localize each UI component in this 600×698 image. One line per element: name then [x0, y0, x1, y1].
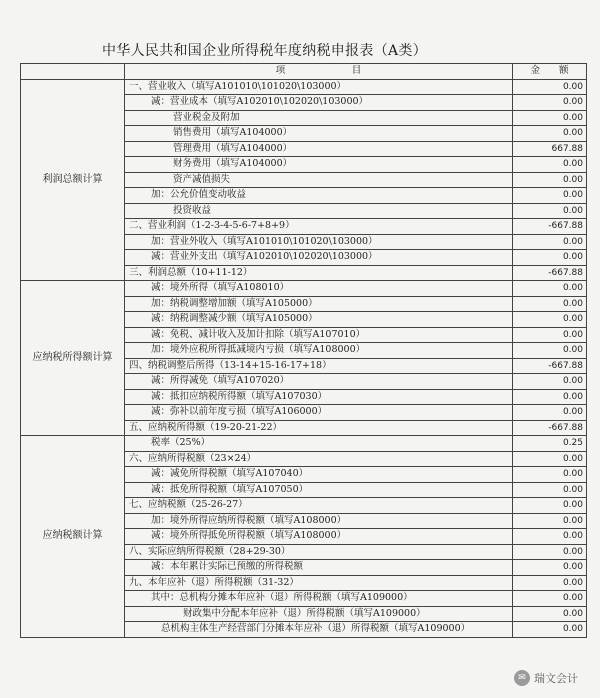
row-amount: 0.00	[513, 467, 587, 483]
row-amount: 0.00	[513, 157, 587, 173]
row-amount: 0.00	[513, 188, 587, 204]
row-label: 减：本年累计实际已预缴的所得税额	[125, 560, 513, 576]
row-amount: 0.00	[513, 234, 587, 250]
row-label: 减：抵免所得税额（填写A107050）	[125, 482, 513, 498]
row-amount: 0.00	[513, 110, 587, 126]
row-amount: 0.25	[513, 436, 587, 452]
row-label: 五、应纳税所得额（19-20-21-22）	[125, 420, 513, 436]
row-amount: 667.88	[513, 141, 587, 157]
row-amount: 0.00	[513, 250, 587, 266]
row-label: 财务费用（填写A104000）	[125, 157, 513, 173]
form-title: 中华人民共和国企业所得税年度纳税申报表（A类）	[102, 43, 428, 59]
row-label: 八、实际应纳所得税额（28+29-30）	[125, 544, 513, 560]
row-label: 加：纳税调整增加额（填写A105000）	[125, 296, 513, 312]
row-label: 营业税金及附加	[125, 110, 513, 126]
row-amount: 0.00	[513, 281, 587, 297]
table-row	[21, 436, 587, 452]
row-amount: 0.00	[513, 389, 587, 405]
row-label: 减：营业外支出（填写A102010\102020\103000）	[125, 250, 513, 266]
watermark	[514, 670, 578, 686]
row-label: 投资收益	[125, 203, 513, 219]
row-amount: 0.00	[513, 606, 587, 622]
row-label: 其中：总机构分摊本年应补（退）所得税额（填写A109000）	[125, 591, 513, 607]
row-label: 总机构主体生产经营部门分摊本年应补（退）所得税额（填写A109000）	[125, 622, 513, 638]
table-row	[21, 281, 587, 297]
row-label: 一、营业收入（填写A101010\101020\103000）	[125, 79, 513, 95]
row-label: 销售费用（填写A104000）	[125, 126, 513, 142]
row-label: 加：公允价值变动收益	[125, 188, 513, 204]
row-label: 三、利润总额（10+11-12）	[125, 265, 513, 281]
row-label: 管理费用（填写A104000）	[125, 141, 513, 157]
row-amount: 0.00	[513, 560, 587, 576]
table-row	[21, 79, 587, 95]
row-label: 加：营业外收入（填写A101010\101020\103000）	[125, 234, 513, 250]
row-amount: 0.00	[513, 498, 587, 514]
row-label: 六、应纳所得税额（23×24）	[125, 451, 513, 467]
row-amount: 0.00	[513, 126, 587, 142]
header-blank	[21, 64, 125, 80]
row-amount: 0.00	[513, 79, 587, 95]
row-label: 资产减值损失	[125, 172, 513, 188]
row-amount: -667.88	[513, 219, 587, 235]
row-amount: 0.00	[513, 575, 587, 591]
row-label: 加：境外应税所得抵减境内亏损（填写A108000）	[125, 343, 513, 359]
row-amount: 0.00	[513, 405, 587, 421]
row-label: 九、本年应补（退）所得税额（31-32）	[125, 575, 513, 591]
row-amount: 0.00	[513, 482, 587, 498]
row-amount: 0.00	[513, 591, 587, 607]
row-label: 七、应纳税额（25-26-27）	[125, 498, 513, 514]
row-amount: 0.00	[513, 172, 587, 188]
row-amount: 0.00	[513, 343, 587, 359]
row-amount: -667.88	[513, 358, 587, 374]
row-amount: 0.00	[513, 529, 587, 545]
row-amount: 0.00	[513, 312, 587, 328]
row-label: 减：免税、减计收入及加计扣除（填写A107010）	[125, 327, 513, 343]
row-label: 减：所得减免（填写A107020）	[125, 374, 513, 390]
row-label: 减：境外所得（填写A108010）	[125, 281, 513, 297]
row-amount: 0.00	[513, 451, 587, 467]
row-amount: 0.00	[513, 374, 587, 390]
row-amount: -667.88	[513, 420, 587, 436]
section-profit: 利润总额计算	[21, 79, 125, 281]
row-amount: 0.00	[513, 327, 587, 343]
row-label: 加：境外所得应纳所得税额（填写A108000）	[125, 513, 513, 529]
row-amount: 0.00	[513, 544, 587, 560]
row-amount: 0.00	[513, 296, 587, 312]
section-tax-payable: 应纳税额计算	[21, 436, 125, 638]
section-taxable-income: 应纳税所得额计算	[21, 281, 125, 436]
row-label: 减：纳税调整减少额（填写A105000）	[125, 312, 513, 328]
row-amount: -667.88	[513, 265, 587, 281]
wechat-icon: ✉	[514, 670, 530, 686]
row-label: 减：弥补以前年度亏损（填写A106000）	[125, 405, 513, 421]
header-item: 项 目	[125, 64, 513, 80]
row-label: 税率（25%）	[125, 436, 513, 452]
row-label: 二、营业利润（1-2-3-4-5-6-7+8+9）	[125, 219, 513, 235]
header-amount: 金 额	[513, 64, 587, 80]
row-amount: 0.00	[513, 203, 587, 219]
row-label: 减：减免所得税额（填写A107040）	[125, 467, 513, 483]
row-label: 四、纳税调整后所得（13-14+15-16-17+18）	[125, 358, 513, 374]
row-amount: 0.00	[513, 622, 587, 638]
row-label: 减：营业成本（填写A102010\102020\103000）	[125, 95, 513, 111]
tax-return-table	[20, 63, 587, 638]
row-label: 减：境外所得抵免所得税额（填写A108000）	[125, 529, 513, 545]
row-amount: 0.00	[513, 95, 587, 111]
row-label: 财政集中分配本年应补（退）所得税额（填写A109000）	[125, 606, 513, 622]
watermark-text: 瑞文会计	[534, 672, 578, 685]
row-label: 减：抵扣应纳税所得额（填写A107030）	[125, 389, 513, 405]
header-row	[21, 64, 587, 80]
row-amount: 0.00	[513, 513, 587, 529]
